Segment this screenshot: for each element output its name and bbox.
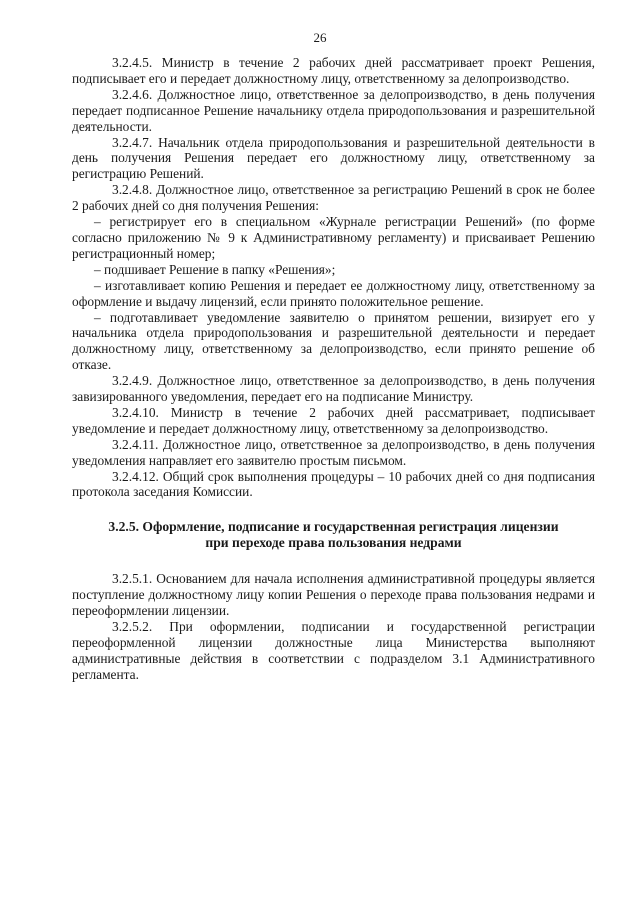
paragraph-3-2-4-11: 3.2.4.11. Должностное лицо, ответственное за делопроизводство, в день получения уведомления направляет его заявителю простым письмом. <box>72 436 595 468</box>
paragraph-3-2-4-6: 3.2.4.6. Должностное лицо, ответственное за делопроизводство, в день получения передает подписанное Решение начальнику отдела природопользования и разрешительной деятельности. <box>72 86 595 134</box>
paragraph-3-2-4-5: 3.2.4.5. Министр в течение 2 рабочих дней рассматривает проект Решения, подписывает его и передает должностному лицу, ответственному за делопроизводство. <box>72 55 595 86</box>
paragraph-3-2-4-8: 3.2.4.8. Должностное лицо, ответственное за регистрацию Решений в срок не более 2 рабочих дней со дня получения Решения: <box>72 182 595 214</box>
list-item-notify: – подготавливает уведомление заявителю о принятом решении, визирует его у начальника отдела природопользования и разрешительной деятельности и передает должностному лицу, ответственному за делопроизводство, если принято решение об отказе. <box>72 309 595 373</box>
paragraph-3-2-4-10: 3.2.4.10. Министр в течение 2 рабочих дней рассматривает, подписывает уведомление и передает должностному лицу, ответственному за делопроизводство. <box>72 404 595 436</box>
list-item-file: – подшивает Решение в папку «Решения»; <box>94 261 336 277</box>
list-item-register: – регистрирует его в специальном «Журнале регистрации Решений» (по форме согласно приложению № 9 к Административному регламенту) и присваивает Решению регистрационный номер; <box>72 214 595 261</box>
paragraph-3-2-5-1: 3.2.5.1. Основанием для начала исполнения административной процедуры является поступление должностному лицу копии Решения о переходе права пользования недрами и переоформлении лицензии. <box>72 571 595 619</box>
page-number: 26 <box>313 30 327 45</box>
paragraph-3-2-4-7: 3.2.4.7. Начальник отдела природопользования и разрешительной деятельности в день получения Решения передает его должностному лицу, ответственному за регистрацию Решений. <box>72 134 595 182</box>
document-body <box>72 55 595 683</box>
paragraph-3-2-5-2: 3.2.5.2. При оформлении, подписании и государственной регистрации переоформленной лицензии должностные лица Министерства выполняют административные действия в соответствии с подразделом 3.1 Административного регламента. <box>72 619 595 682</box>
paragraph-3-2-4-9: 3.2.4.9. Должностное лицо, ответственное за делопроизводство, в день получения завизированного уведомления, передает его на подписание Министру. <box>72 373 595 405</box>
paragraph-3-2-4-12: 3.2.4.12. Общий срок выполнения процедуры – 10 рабочих дней со дня подписания протокола заседания Комиссии. <box>72 468 595 500</box>
list-item-copy: – изготавливает копию Решения и передает ее должностному лицу, ответственному за оформление и выдачу лицензий, если принято положительное решение. <box>72 277 595 309</box>
section-heading-line-2: при переходе права пользования недрами <box>205 535 462 551</box>
section-heading-line-1: 3.2.5. Оформление, подписание и государственная регистрация лицензии <box>108 519 559 535</box>
section-heading <box>72 519 595 551</box>
